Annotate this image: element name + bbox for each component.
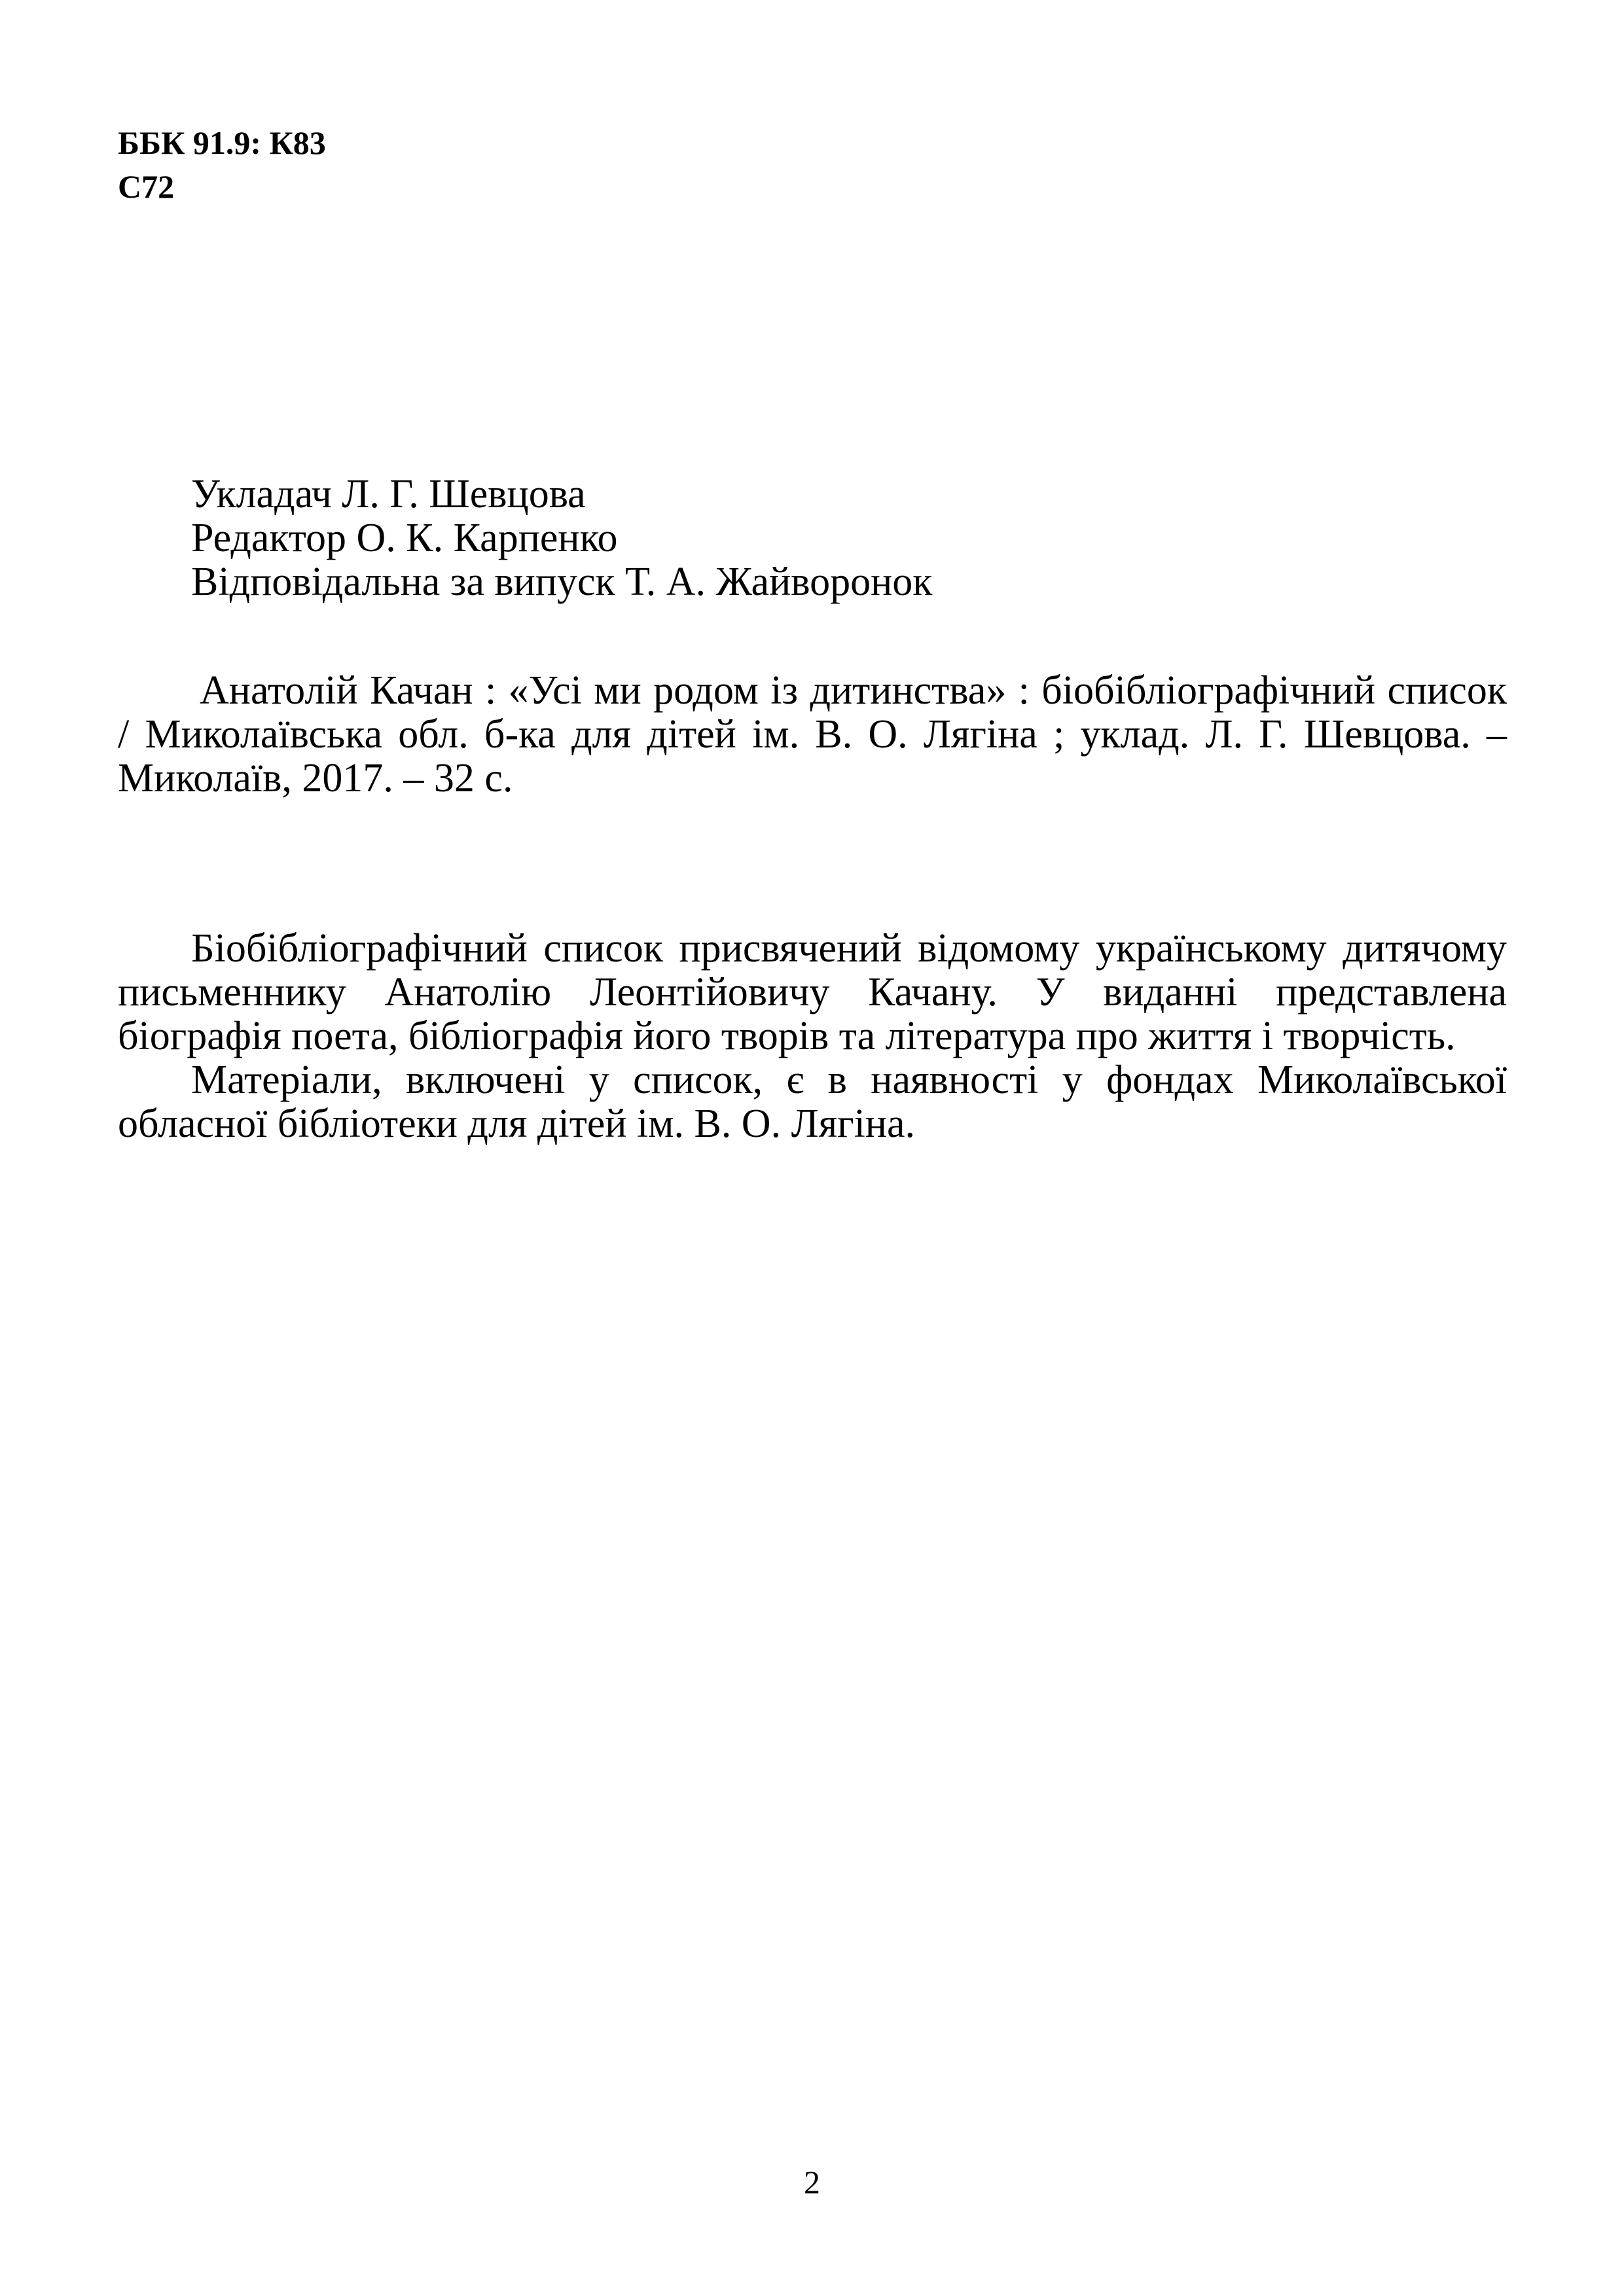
- editor-line: Редактор О. К. Карпенко: [191, 516, 618, 560]
- classification-block: [118, 121, 326, 209]
- catalog-entry-block: [118, 669, 1507, 800]
- author-code: С72: [118, 168, 175, 205]
- page-number: 2: [804, 2164, 820, 2200]
- annotation-block: [118, 927, 1507, 1146]
- catalog-entry: Анатолій Качан : «Усі ми родом із дитинства» : біобібліографічний список / Миколаївська обл. б-ка для дітей ім. В. О. Лягіна ; уклад. Л. Г. Шевцова. – Миколаїв, 2017. – 32 с.: [118, 668, 1507, 800]
- responsible-line: Відповідальна за випуск Т. А. Жайворонок: [191, 560, 933, 604]
- compiler-line: Укладач Л. Г. Шевцова: [191, 472, 586, 516]
- annotation-paragraph: Біобібліографічний список присвячений відомому українському дитячому письменнику Анатолію Леонтійовичу Качану. У виданні представлена біографія поета, бібліографія його творів та література про життя і творчість.: [118, 926, 1507, 1058]
- credits-block: [191, 473, 932, 604]
- annotation-paragraph: Матеріали, включені у список, є в наявності у фондах Миколаївської обласної бібліотеки для дітей ім. В. О. Лягіна.: [118, 1058, 1507, 1146]
- bbk-index: ББК 91.9: К83: [118, 124, 326, 161]
